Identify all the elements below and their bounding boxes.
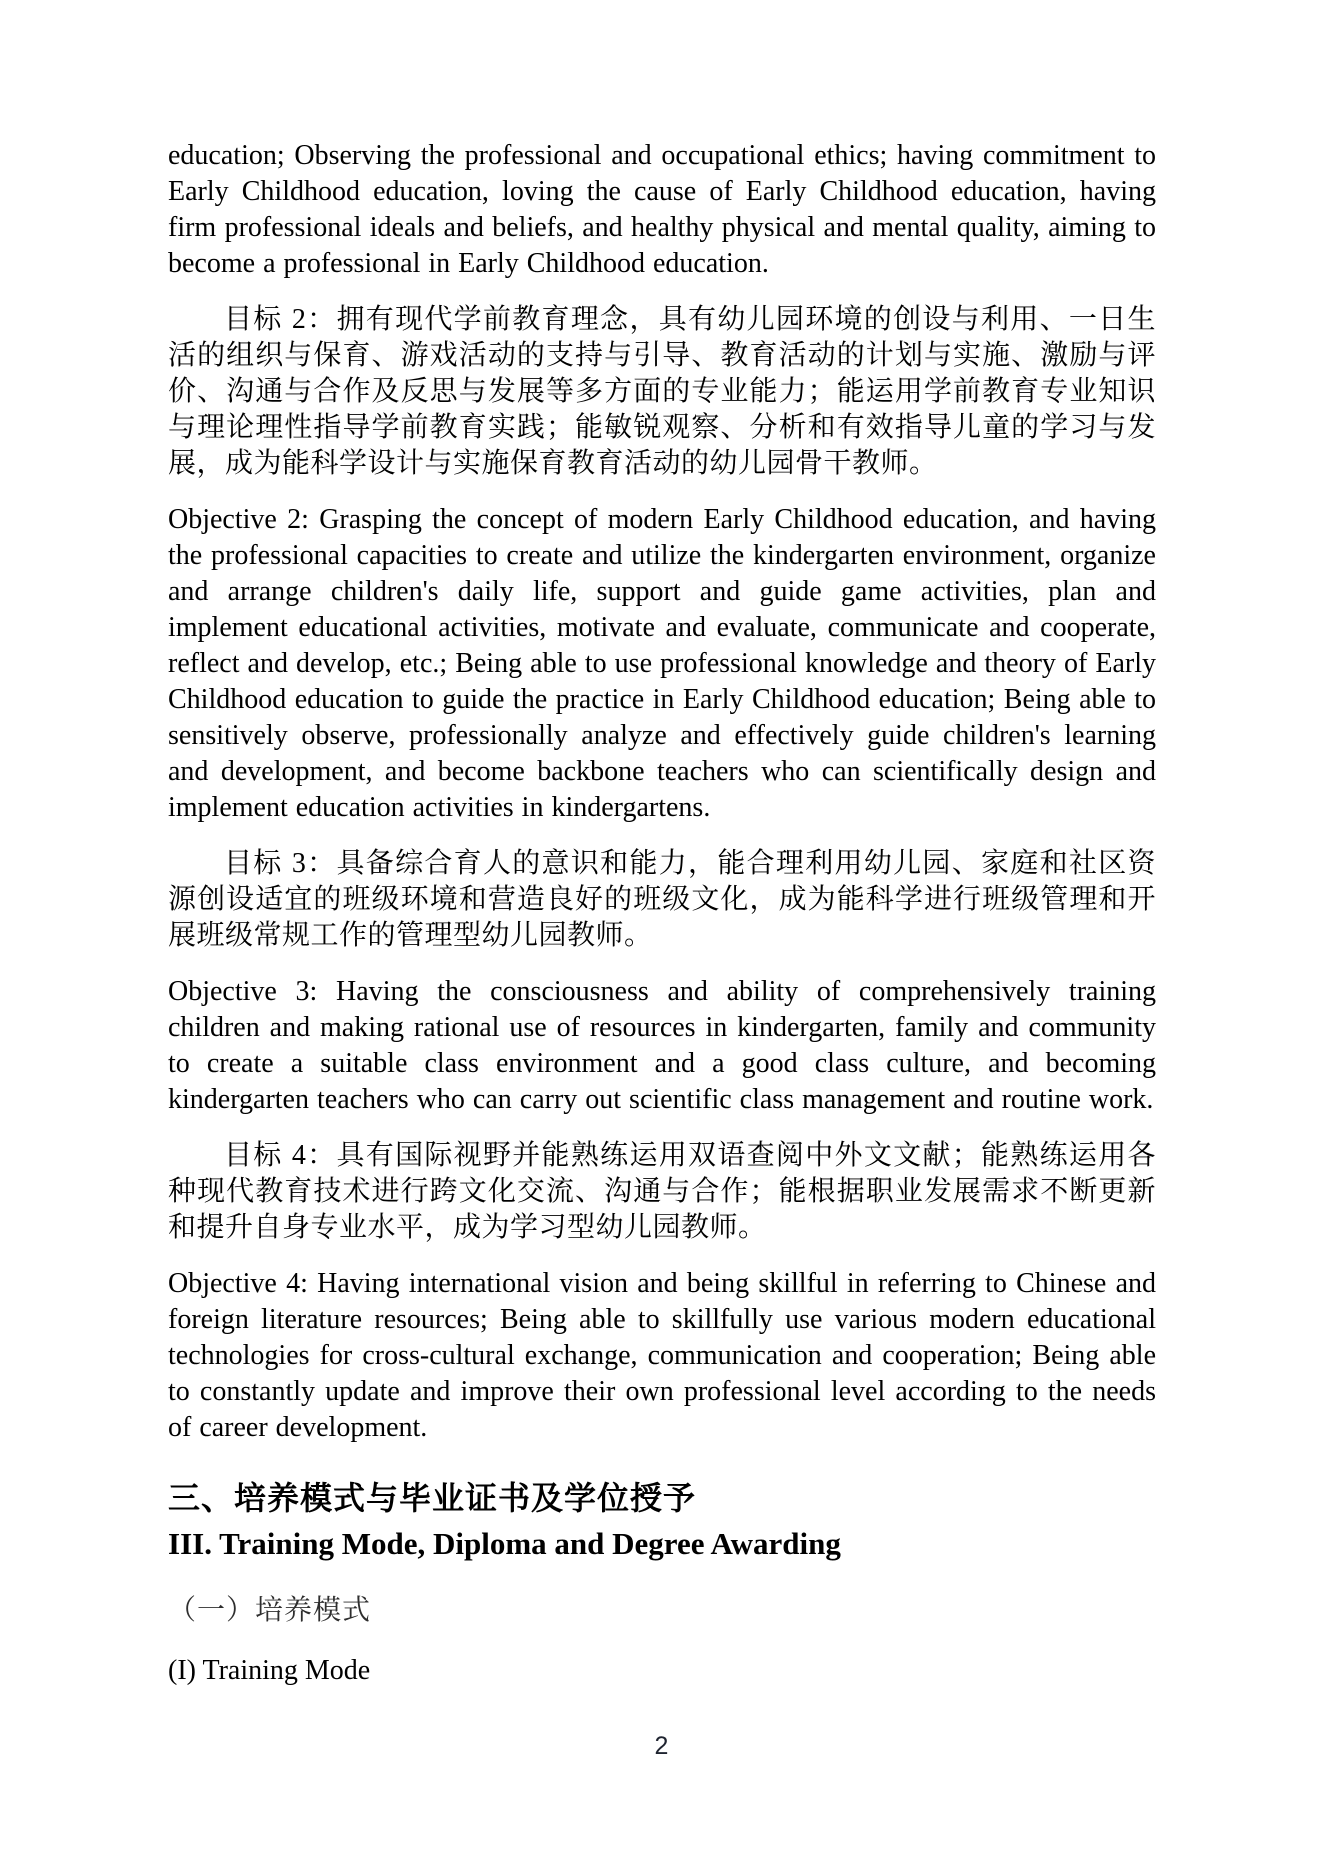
paragraph-goal-3-zh: 目标 3：具备综合育人的意识和能力，能合理利用幼儿园、家庭和社区资源创设适宜的班级环境和营造良好的班级文化，成为能科学进行班级管理和开展班级常规工作的管理型幼儿园教师。 xyxy=(168,848,1156,951)
paragraph-objective-2-en: Objective 2: Grasping the concept of modern Early Childhood education, and having the professional capacities to create and utilize the kindergarten environment, organize and arrange children's daily life, support and guide game activities, plan and implement educational activities, motivate and evaluate, communicate and cooperate, reflect and develop, etc.; Being able to use professional knowledge and theory of Early Childhood education to guide the practice in Early Childhood education; Being able to sensitively observe, professionally analyze and effectively guide children's learning and development, and become backbone teachers who can scientifically design and implement education activities in kindergartens. xyxy=(168,504,1156,823)
document-content xyxy=(168,138,1156,1688)
paragraph-objective-1-continuation-en: education; Observing the professional and occupational ethics; having commitment to Early Childhood education, loving the cause of Early Childhood education, having firm professional ideals and beliefs, and healthy physical and mental quality, aiming to become a professional in Early Childhood education. xyxy=(168,140,1156,279)
paragraph-objective-3-en: Objective 3: Having the consciousness and ability of comprehensively training children and making rational use of resources in kindergarten, family and community to create a suitable class environment and a good class culture, and becoming kindergarten teachers who can carry out scientific class management and routine work. xyxy=(168,976,1156,1115)
section-heading-zh: 三、培养模式与毕业证书及学位授予 xyxy=(168,1480,697,1516)
subsection-heading-zh: （一）培养模式 xyxy=(168,1595,372,1626)
paragraph-objective-4-en: Objective 4: Having international vision and being skillful in referring to Chinese and foreign literature resources; Being able to skillfully use various modern educational technologies for cross-cultural exchange, communication and cooperation; Being able to constantly update and improve their own professional level according to the needs of career development. xyxy=(168,1268,1156,1443)
section-heading-en: III. Training Mode, Diploma and Degree Awarding xyxy=(168,1526,841,1561)
paragraph-goal-2-zh: 目标 2：拥有现代学前教育理念，具有幼儿园环境的创设与利用、一日生活的组织与保育、游戏活动的支持与引导、教育活动的计划与实施、激励与评价、沟通与合作及反思与发展等多方面的专业能力；能运用学前教育专业知识与理论理性指导学前教育实践；能敏锐观察、分析和有效指导儿童的学习与发展，成为能科学设计与实施保育教育活动的幼儿园骨干教师。 xyxy=(168,304,1156,479)
page-number: 2 xyxy=(654,1732,669,1760)
paragraph-goal-4-zh: 目标 4：具有国际视野并能熟练运用双语查阅中外文文献；能熟练运用各种现代教育技术进行跨文化交流、沟通与合作；能根据职业发展需求不断更新和提升自身专业水平，成为学习型幼儿园教师。 xyxy=(168,1140,1156,1243)
subsection-heading-en: (I) Training Mode xyxy=(168,1655,371,1686)
